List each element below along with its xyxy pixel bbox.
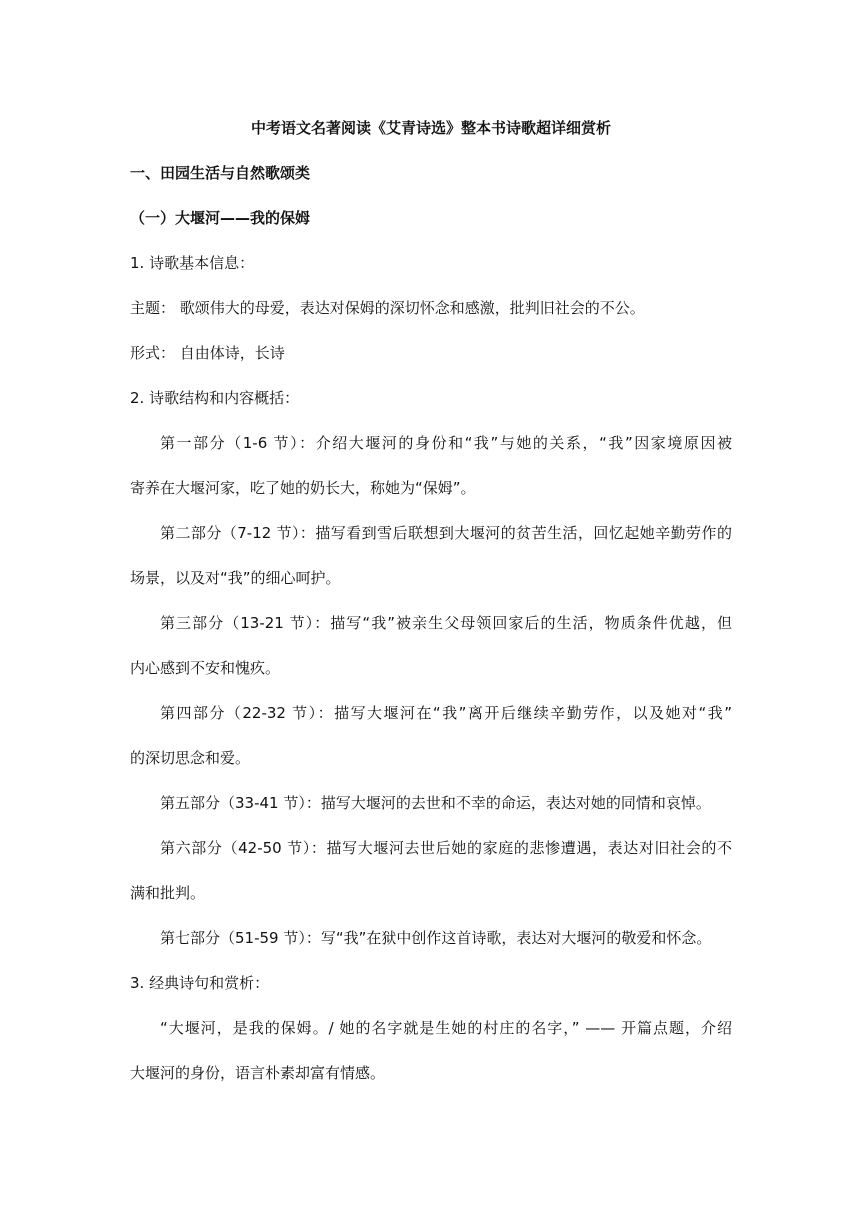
part-3-line-2: 内心感到不安和愧疚。 xyxy=(130,659,281,677)
part-2-line-1: 第二部分（7-12 节）：描写看到雪后联想到大堰河的贫苦生活，回忆起她辛勤劳作的 xyxy=(160,524,732,542)
part-4-line-2: 的深切思念和爱。 xyxy=(130,749,251,767)
part-6-line-2: 满和批判。 xyxy=(130,884,206,902)
part-1-line-2: 寄养在大堰河家，吃了她的奶长大，称她为“保姆”。 xyxy=(130,479,476,497)
quote-line-1: “大堰河，是我的保姆。/ 她的名字就是生她的村庄的名字，” —— 开篇点题，介绍 xyxy=(160,1019,732,1037)
document-title: 中考语文名著阅读《艾青诗选》整本书诗歌超详细赏析 xyxy=(250,119,611,137)
item-heading-quotes: 3. 经典诗句和赏析： xyxy=(130,974,270,992)
section-heading-1: 一、田园生活与自然歌颂类 xyxy=(130,164,311,182)
part-7-line-1: 第七部分（51-59 节）：写“我”在狱中创作这首诗歌，表达对大堰河的敬爱和怀念。 xyxy=(160,929,712,947)
theme-line: 主题： 歌颂伟大的母爱，表达对保姆的深切怀念和感激，批判旧社会的不公。 xyxy=(130,299,645,317)
quote-line-2: 大堰河的身份，语言朴素却富有情感。 xyxy=(130,1064,386,1082)
part-6-line-1: 第六部分（42-50 节）：描写大堰河去世后她的家庭的悲惨遭遇，表达对旧社会的不 xyxy=(160,839,732,857)
part-1-line-1: 第一部分（1-6 节）：介绍大堰河的身份和“我”与她的关系，“我”因家境原因被 xyxy=(160,434,732,452)
part-4-line-1: 第四部分（22-32 节）：描写大堰河在“我”离开后继续辛勤劳作，以及她对“我” xyxy=(160,704,732,722)
part-3-line-1: 第三部分（13-21 节）：描写“我”被亲生父母领回家后的生活，物质条件优越，但 xyxy=(160,614,732,632)
part-5-line-1: 第五部分（33-41 节）：描写大堰河的去世和不幸的命运，表达对她的同情和哀悼。 xyxy=(160,794,711,812)
part-2-line-2: 场景，以及对“我”的细心呵护。 xyxy=(130,569,341,587)
subsection-heading-1: （一）大堰河——我的保姆 xyxy=(130,209,311,227)
item-heading-basic-info: 1. 诗歌基本信息： xyxy=(130,254,255,272)
item-heading-structure: 2. 诗歌结构和内容概括： xyxy=(130,389,300,407)
form-line: 形式： 自由体诗，长诗 xyxy=(130,344,285,362)
